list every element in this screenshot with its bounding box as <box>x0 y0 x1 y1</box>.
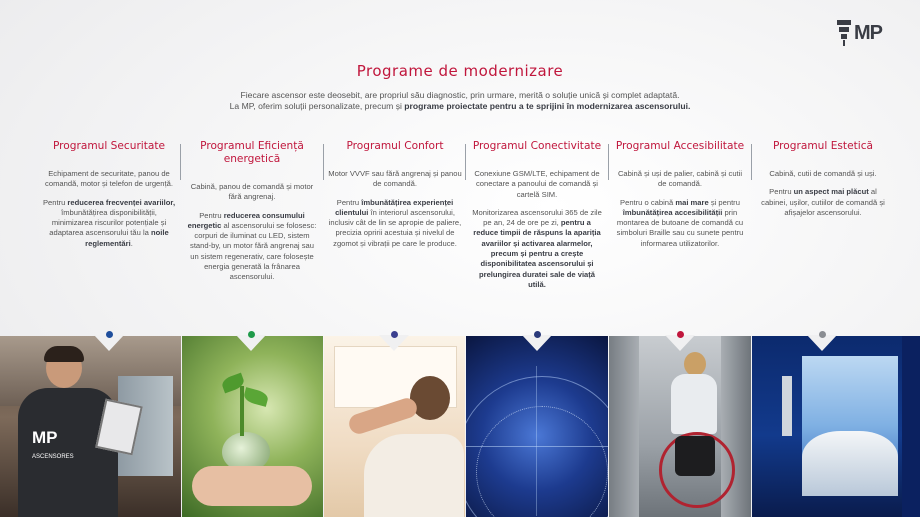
benefit-segment: în interiorul ascensorului, inclusiv cât de lin se apropie de paliere, precizia opririi acestuia și nivelul de zgomot și vibrații pe care le produce. <box>328 207 462 248</box>
benefit-segment: al cabinei, ușilor, cutiilor de comandă și afișajelor ascensorului. <box>761 187 885 217</box>
program-description <box>609 169 751 249</box>
accessibility-photo <box>609 336 751 517</box>
program-benefit <box>328 198 462 249</box>
program-dot-icon[interactable] <box>248 331 255 338</box>
benefit-segment: îmbunătățirea accesibilității <box>622 207 723 217</box>
column-separator <box>751 144 752 180</box>
program-column <box>324 140 466 257</box>
benefit-segment: îmbunătățirea experienței clientului <box>335 197 454 217</box>
program-benefit <box>613 198 747 249</box>
program-description <box>324 169 466 249</box>
program-title[interactable]: Programul Confort <box>346 140 444 152</box>
benefit-segment: și pentru <box>708 197 740 207</box>
program-dot-icon[interactable] <box>819 331 826 338</box>
benefit-segment: al ascensorului se folosesc: corpuri de iluminat cu LED, sistem stand-by, un motor fără angrenaj sau un sistem regenerativ, care folosește energia generată la frânarea ascensorului. <box>190 220 317 282</box>
program-title[interactable]: Programul Eficiență energetică <box>200 140 304 165</box>
program-dot-icon[interactable] <box>391 331 398 338</box>
mp-logo[interactable] <box>837 20 882 46</box>
program-column <box>181 140 323 291</box>
benefit-segment: Pentru o cabină <box>620 197 676 207</box>
benefit-segment: pentru a reduce timpii de răspuns la apariția avariilor și activarea alarmelor, precum și pentru a crește disponibilitatea ascensorului și prelungirea duratei sale de viață utilă. <box>473 218 601 289</box>
intro-line1: Fiecare ascensor este deosebit, are propriul său diagnostic, prin urmare, merită o soluție unică și complet adaptată. <box>240 90 680 100</box>
benefit-segment: mai mare <box>675 197 709 207</box>
program-column <box>38 140 180 257</box>
program-dot-icon[interactable] <box>106 331 113 338</box>
program-scope: Conexiune GSM/LTE, echipament de conectare a panoului de comandă și cartelă SIM. <box>474 169 600 199</box>
energy-photo <box>182 336 323 517</box>
benefit-segment: noile reglementări <box>85 228 169 248</box>
program-benefit <box>470 208 604 290</box>
benefit-segment: Pentru <box>42 197 68 207</box>
program-description <box>466 169 608 290</box>
program-title[interactable]: Programul Accesibilitate <box>615 140 745 152</box>
column-separator <box>323 144 324 180</box>
benefit-segment: un aspect mai plăcut <box>793 187 869 197</box>
program-benefit <box>185 211 319 283</box>
intro-text <box>210 90 710 112</box>
program-scope: Motor VVVF sau fără angrenaj și panou de comandă. <box>328 169 462 189</box>
jacket-logo: MP <box>32 428 58 447</box>
column-separator <box>465 144 466 180</box>
program-description <box>752 169 894 218</box>
benefit-segment: Pentru <box>769 187 794 197</box>
program-photos <box>0 336 920 517</box>
program-description <box>181 182 323 283</box>
benefit-segment: reducerea frecvenței avariilor, <box>67 197 176 207</box>
benefit-segment: îmbunătățirea disponibilității, minimizarea riscurilor potențiale și adaptarea ascensorului tău la <box>49 207 167 238</box>
program-scope: Cabină, cutii de comandă și uși. <box>769 169 877 178</box>
intro-line2: La MP, oferim soluții personalizate, precum și <box>229 101 405 111</box>
program-scope: Cabină, panou de comandă și motor fără angrenaj. <box>190 182 314 202</box>
program-title[interactable]: Programul Estetică <box>772 140 874 152</box>
benefit-segment: Pentru <box>199 210 224 220</box>
program-description <box>38 169 180 249</box>
program-column <box>609 140 751 257</box>
column-separator <box>180 144 181 180</box>
column-separator <box>608 144 609 180</box>
benefit-segment: . <box>130 238 133 248</box>
program-dot-icon[interactable] <box>677 331 684 338</box>
comfort-photo <box>324 336 465 517</box>
program-column <box>752 140 894 226</box>
intro-line2-bold: programe proiectate pentru a te sprijini în modernizarea ascensorului. <box>404 101 691 111</box>
program-scope: Cabină și uși de palier, cabină și cutii de comandă. <box>617 169 743 189</box>
program-title[interactable]: Programul Conectivitate <box>472 140 602 152</box>
connectivity-photo <box>466 336 608 517</box>
benefit-segment: prin montarea de butoane de comandă cu simboluri Braille sau cu sunete pentru informarea utilizatorilor. <box>616 207 744 248</box>
program-benefit <box>756 187 890 218</box>
mp-logo-icon <box>837 20 851 46</box>
program-scope: Echipament de securitate, panou de comandă, motor și telefon de urgență. <box>45 169 173 189</box>
logo-text: MP <box>854 21 882 44</box>
aesthetics-photo <box>752 336 920 517</box>
program-column <box>466 140 608 298</box>
program-benefit <box>42 198 176 249</box>
benefit-segment: Monitorizarea ascensorului 365 de zile pe an, 24 de ore pe zi, <box>472 207 602 228</box>
benefit-segment: Pentru <box>336 197 362 207</box>
security-photo <box>0 336 181 517</box>
program-dot-icon[interactable] <box>534 331 541 338</box>
program-title[interactable]: Programul Securitate <box>52 140 166 152</box>
benefit-segment: reducerea consumului energetic <box>187 210 305 230</box>
jacket-sub: ASCENSORES <box>32 454 74 460</box>
page-title: Programe de modernizare <box>356 62 564 80</box>
